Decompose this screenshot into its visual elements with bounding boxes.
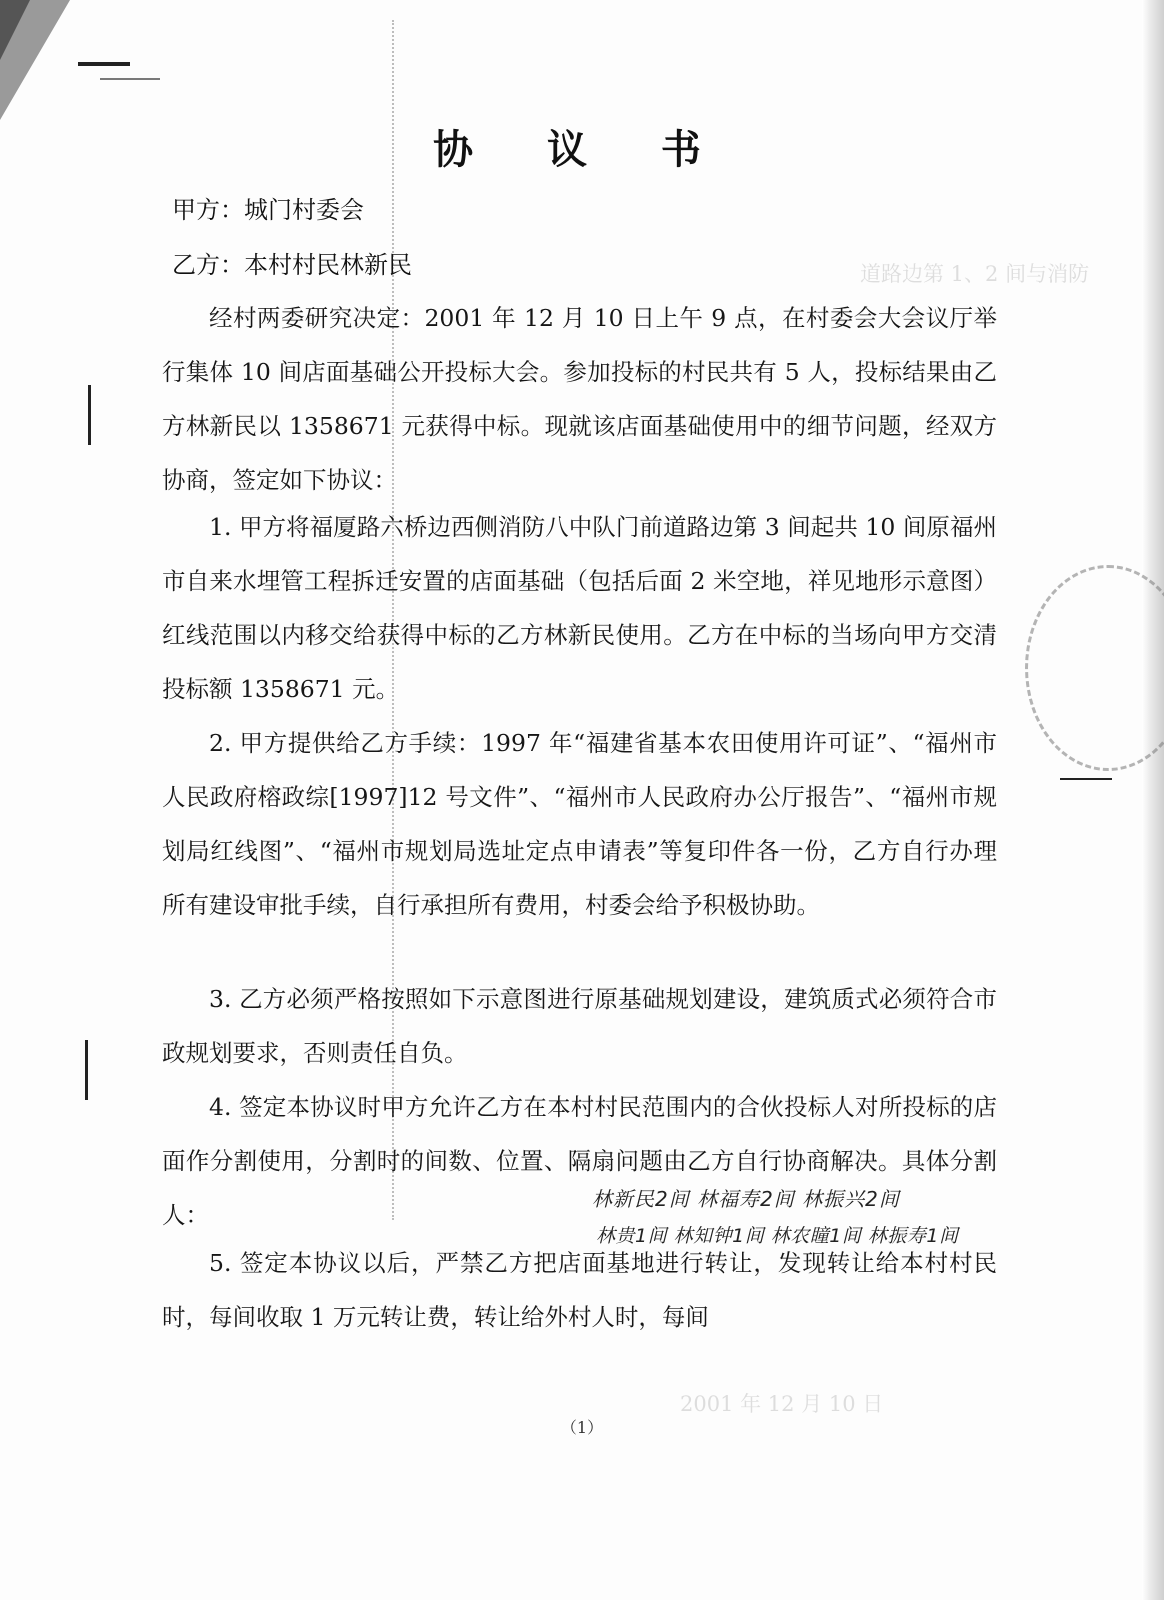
official-seal — [1025, 565, 1164, 771]
document-title: 协 议 书 — [433, 126, 731, 173]
clause-2: 2. 甲方提供给乙方手续：1997 年“福建省基本农田使用许可证”、“福州市人民政府榕政综[1997]12 号文件”、“福州市人民政府办公厅报告”、“福州市规划局红线图”、“福州市规划局选址定点申请表”等复印件各一份，乙方自行办理所有建设审批手续，自行承担所有费用，村委会给予积极协助。 — [162, 729, 997, 919]
show-through-text: 2001 年 12 月 10 日 — [680, 1392, 884, 1416]
clause-5: 5. 签定本协议以后，严禁乙方把店面基地进行转让，发现转让给本村村民时，每间收取 1 万元转让费，转让给外村人时，每间 — [162, 1249, 997, 1331]
scan-mark — [100, 78, 160, 80]
scan-mark — [1060, 778, 1112, 780]
handwritten-partners-line-1: 林新民2间 林福寿2间 林振兴2间 — [592, 1187, 900, 1211]
party-a: 甲方：城门村委会 — [172, 196, 364, 224]
page-edge-shadow — [1142, 0, 1164, 1600]
clause-1: 1. 甲方将福厦路六桥边西侧消防八中队门前道路边第 3 间起共 10 间原福州市自来水埋管工程拆迁安置的店面基础（包括后面 2 米空地，祥见地形示意图）红线范围以内移交给获得中标的乙方林新民使用。乙方在中标的当场向甲方交清投标额 1358671 元。 — [162, 513, 997, 703]
scan-mark — [78, 62, 130, 66]
clause-4: 4. 签定本协议时甲方允许乙方在本村村民范围内的合伙投标人对所投标的店面作分割使用，分割时的间数、位置、隔扇问题由乙方自行协商解决。具体分割人： — [162, 1093, 997, 1229]
party-b: 乙方：本村村民林新民 — [172, 251, 412, 279]
handwritten-partners-line-2: 林贵1间 林知钟1间 林农瞳1间 林振寿1间 — [596, 1225, 959, 1247]
scan-mark — [88, 385, 91, 445]
folded-corner-shadow — [0, 0, 30, 60]
scan-mark — [85, 1040, 88, 1100]
show-through-text: 道路边第 1、2 间与消防 — [860, 262, 1090, 286]
page-number: （1） — [560, 1418, 604, 1437]
clause-3: 3. 乙方必须严格按照如下示意图进行原基础规划建设，建筑质式必须符合市政规划要求，否则责任自负。 — [162, 985, 997, 1067]
intro-paragraph: 经村两委研究决定：2001 年 12 月 10 日上午 9 点，在村委会大会议厅举行集体 10 间店面基础公开投标大会。参加投标的村民共有 5 人，投标结果由乙方林新民以 1358671 元获得中标。现就该店面基础使用中的细节问题，经双方协商，签定如下协议： — [162, 304, 997, 494]
